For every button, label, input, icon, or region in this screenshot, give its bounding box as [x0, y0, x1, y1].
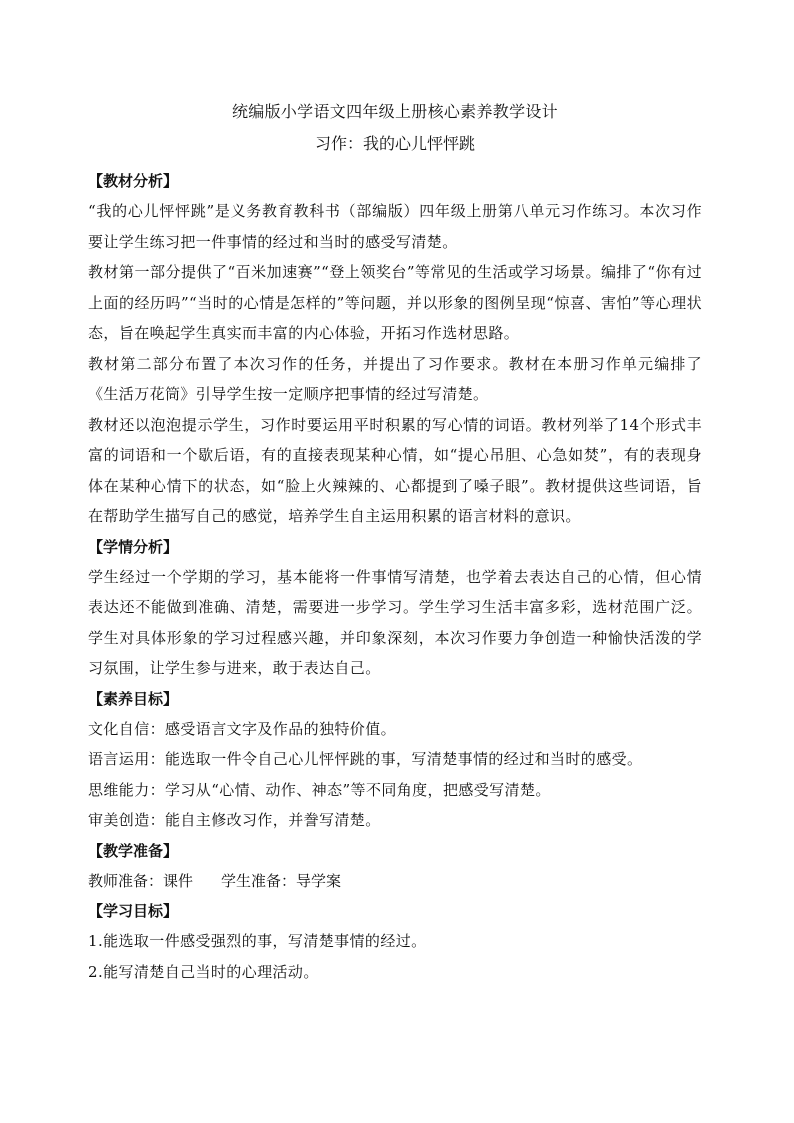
document-title: 统编版小学语文四年级上册核心素养教学设计	[231, 102, 558, 121]
section-heading: 【教学准备】	[88, 841, 179, 860]
paragraph: 教材第二部分布置了本次习作的任务，并提出了习作要求。教材在本册习作单元编排了《生活万花筒》引导学生按一定顺序把事情的经过写清楚。	[88, 354, 702, 403]
section-heading: 【学习目标】	[88, 902, 179, 920]
document-subtitle: 习作：我的心儿怦怦跳	[314, 134, 475, 153]
goal-item: 审美创造：能自主修改习作，并誊写清楚。	[88, 811, 381, 829]
section-textbook-analysis	[88, 166, 702, 532]
section-learner-analysis	[88, 532, 702, 684]
teacher-prep: 教师准备：课件	[88, 871, 194, 890]
student-prep: 学生准备：导学案	[221, 871, 342, 890]
learning-goal-item: 2.能写清楚自己当时的心理活动。	[88, 962, 319, 981]
goal-item: 思维能力：学习从“心情、动作、神态”等不同角度，把感受写清楚。	[88, 780, 551, 799]
paragraph: 教材第一部分提供了“百米加速赛”“登上领奖台”等常见的生活或学习场景。编排了“你有过上面的经历吗”“当时的心情是怎样的”等问题，并以形象的图例呈现“惊喜、害怕”等心理状态，旨在唤起学生真实而丰富的内心体验，开拓习作选材思路。	[88, 263, 702, 342]
section-heading: 【教材分析】	[88, 172, 179, 190]
goal-item: 语言运用：能选取一件令自己心儿怦怦跳的事，写清楚事情的经过和当时的感受。	[88, 750, 643, 768]
section-literacy-goals	[88, 684, 702, 836]
section-heading: 【学情分析】	[88, 537, 179, 556]
section-learning-goals	[88, 896, 702, 987]
section-teaching-prep	[88, 836, 702, 897]
goal-item: 文化自信：感受语言文字及作品的独特价值。	[88, 719, 397, 738]
learning-goal-item: 1.能选取一件感受强烈的事，写清楚事情的经过。	[88, 932, 427, 950]
section-heading: 【素养目标】	[88, 689, 179, 708]
paragraph: “我的心儿怦怦跳”是义务教育教科书（部编版）四年级上册第八单元习作练习。本次习作要让学生练习把一件事情的经过和当时的感受写清楚。	[88, 202, 702, 251]
paragraph: 教材还以泡泡提示学生，习作时要运用平时积累的写心情的词语。教材列举了14个形式丰富的词语和一个歇后语，有的直接表现某种心情，如“提心吊胆、心急如焚”，有的表现身体在某种心情下的状态，如“脸上火辣辣的、心都提到了嗓子眼”。教材提供这些词语，旨在帮助学生描写自己的感觉，培养学生自主运用积累的语言材料的意识。	[88, 415, 702, 525]
prep-line	[88, 866, 702, 897]
paragraph: 学生经过一个学期的学习，基本能将一件事情写清楚，也学着去表达自己的心情，但心情表达还不能做到准确、清楚，需要进一步学习。学生学习生活丰富多彩，选材范围广泛。学生对具体形象的学习过程感兴趣，并印象深刻，本次习作要力争创造一种愉快活泼的学习氛围，让学生参与进来，敢于表达自己。	[88, 567, 702, 677]
